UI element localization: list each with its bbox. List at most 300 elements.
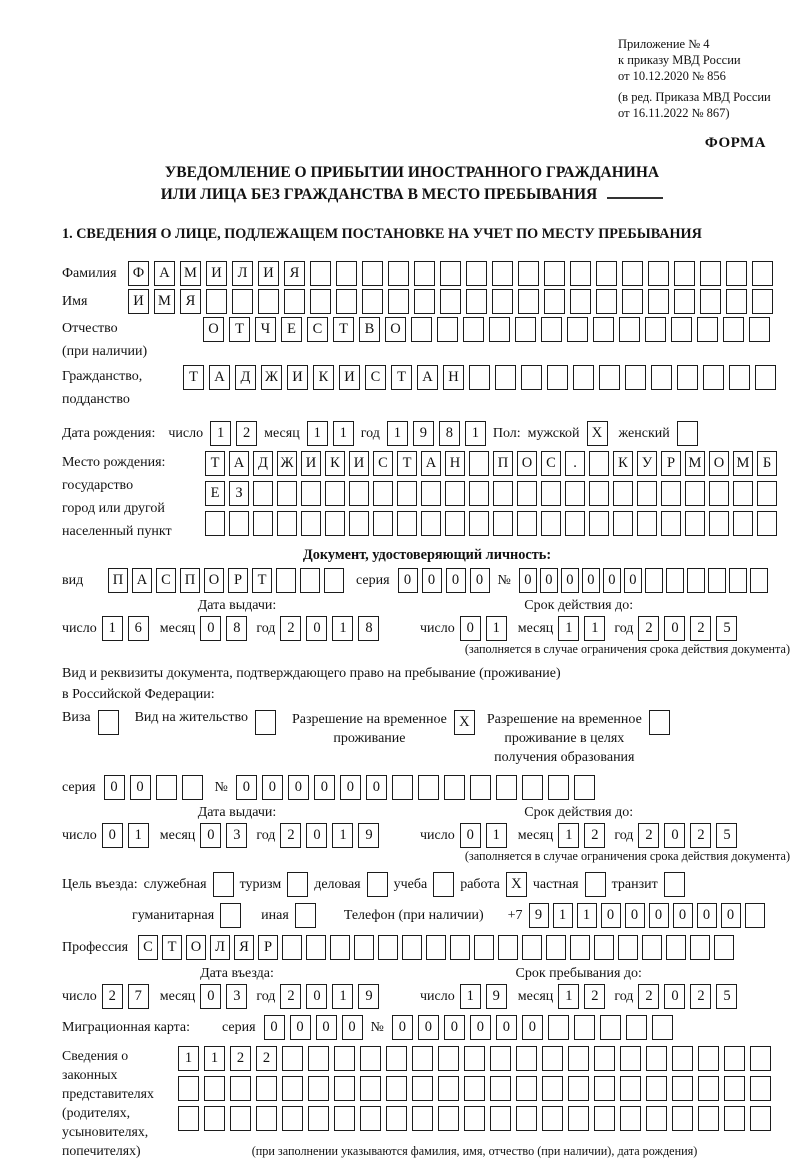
citizenship-label: Гражданство, подданство xyxy=(62,369,143,407)
purpose-option-label: служебная xyxy=(143,876,207,892)
char-cell: Ж xyxy=(277,451,297,476)
stay-doc-valid-month-field[interactable] xyxy=(558,823,605,848)
char-cell xyxy=(256,1076,277,1101)
char-cell xyxy=(589,511,609,536)
char-cell xyxy=(336,289,357,314)
char-cell xyxy=(700,289,721,314)
char-cell xyxy=(308,1106,329,1131)
char-cell xyxy=(325,481,345,506)
edu-residence-label: Разрешение на временное проживание в целях получения образования xyxy=(486,712,642,765)
char-cell: 0 xyxy=(316,1015,337,1040)
char-cell xyxy=(253,511,273,536)
purpose-option-label: деловая xyxy=(314,876,361,892)
doc-number-label: № xyxy=(497,572,511,588)
char-cell: А xyxy=(209,365,230,390)
char-cell: 0 xyxy=(446,568,466,593)
char-cell xyxy=(620,1046,641,1071)
purpose-work-checkbox[interactable]: X xyxy=(506,872,527,897)
char-cell xyxy=(362,261,383,286)
char-cell xyxy=(354,935,374,960)
char-cell: 1 xyxy=(102,616,123,641)
char-cell: М xyxy=(154,289,175,314)
phone-field[interactable] xyxy=(529,903,765,928)
stay-until-year-field[interactable] xyxy=(638,984,737,1009)
char-cell: 0 xyxy=(522,1015,543,1040)
char-cell xyxy=(301,511,321,536)
char-cell xyxy=(749,317,770,342)
char-cell xyxy=(308,1046,329,1071)
char-cell: П xyxy=(180,568,200,593)
char-cell xyxy=(493,481,513,506)
char-cell: М xyxy=(685,451,705,476)
char-cell xyxy=(542,1076,563,1101)
char-cell: 1 xyxy=(332,823,353,848)
stay-doc-valid-day-field[interactable] xyxy=(460,823,507,848)
purpose-business-checkbox[interactable] xyxy=(367,872,388,897)
doc-issue-year-field[interactable] xyxy=(280,616,379,641)
char-cell: 0 xyxy=(200,984,221,1009)
char-cell xyxy=(300,568,320,593)
char-cell xyxy=(541,481,561,506)
char-cell: 0 xyxy=(601,903,621,928)
char-cell xyxy=(646,1076,667,1101)
char-cell: Л xyxy=(232,261,253,286)
char-cell xyxy=(708,568,726,593)
char-cell xyxy=(282,1106,303,1131)
char-cell: О xyxy=(517,451,537,476)
char-cell: А xyxy=(132,568,152,593)
char-cell xyxy=(574,1015,595,1040)
char-cell xyxy=(570,289,591,314)
char-cell xyxy=(666,568,684,593)
temp-residence-checkbox[interactable]: X xyxy=(454,710,475,735)
char-cell: 0 xyxy=(496,1015,517,1040)
year-label: год xyxy=(256,988,276,1004)
char-cell: 6 xyxy=(128,616,149,641)
profession-label: Профессия xyxy=(62,939,129,955)
char-cell xyxy=(388,289,409,314)
char-cell xyxy=(493,511,513,536)
form-title-line1: УВЕДОМЛЕНИЕ О ПРИБЫТИИ ИНОСТРАННОГО ГРАЖДАНИНА xyxy=(164,164,660,181)
char-cell xyxy=(671,317,692,342)
residence-permit-label: Вид на жительство xyxy=(134,710,248,725)
char-cell xyxy=(301,481,321,506)
char-cell: М xyxy=(733,451,753,476)
char-cell: О xyxy=(186,935,206,960)
year-label: год xyxy=(614,827,634,843)
char-cell xyxy=(469,481,489,506)
char-cell: С xyxy=(373,451,393,476)
char-cell: Р xyxy=(228,568,248,593)
stay-doc-valid-year-field[interactable] xyxy=(638,823,737,848)
stay-doc-number-field[interactable] xyxy=(236,775,595,800)
char-cell xyxy=(518,261,539,286)
char-cell xyxy=(568,1106,589,1131)
migration-number-field[interactable] xyxy=(392,1015,673,1040)
char-cell xyxy=(438,1046,459,1071)
birth-month-label: месяц xyxy=(264,425,300,441)
representatives-row3-field[interactable] xyxy=(178,1106,771,1131)
char-cell: 9 xyxy=(358,823,379,848)
char-cell: 3 xyxy=(226,984,247,1009)
char-cell xyxy=(310,289,331,314)
char-cell xyxy=(594,1046,615,1071)
char-cell xyxy=(402,935,422,960)
char-cell: 7 xyxy=(128,984,149,1009)
edition-line: от 16.11.2022 № 867) xyxy=(618,106,730,120)
day-label: число xyxy=(420,988,455,1004)
birth-day-field[interactable] xyxy=(210,421,257,446)
char-cell: И xyxy=(287,365,308,390)
char-cell: О xyxy=(709,451,729,476)
char-cell xyxy=(470,775,491,800)
char-cell: 0 xyxy=(236,775,257,800)
char-cell xyxy=(729,568,747,593)
char-cell: 0 xyxy=(262,775,283,800)
doc-kind-field[interactable] xyxy=(108,568,344,593)
char-cell xyxy=(490,1076,511,1101)
char-cell: А xyxy=(229,451,249,476)
char-cell xyxy=(414,289,435,314)
char-cell xyxy=(620,1076,641,1101)
year-label: год xyxy=(614,988,634,1004)
char-cell: 2 xyxy=(690,984,711,1009)
char-cell xyxy=(755,365,776,390)
char-cell xyxy=(232,289,253,314)
appendix-note xyxy=(618,36,792,121)
char-cell xyxy=(685,511,705,536)
visa-checkbox[interactable] xyxy=(98,710,119,735)
char-cell: 0 xyxy=(625,903,645,928)
doc-validity-note: (заполняется в случае ограничения срока действия документа) xyxy=(464,642,790,656)
char-cell: 1 xyxy=(333,421,354,446)
char-cell xyxy=(253,481,273,506)
char-cell xyxy=(544,261,565,286)
char-cell xyxy=(600,1015,621,1040)
char-cell xyxy=(750,1046,771,1071)
day-label: число xyxy=(420,827,455,843)
char-cell xyxy=(277,481,297,506)
sex-male-checkbox[interactable]: X xyxy=(587,421,608,446)
char-cell xyxy=(412,1106,433,1131)
char-cell xyxy=(565,481,585,506)
char-cell: З xyxy=(229,481,249,506)
char-cell xyxy=(593,317,614,342)
stay-until-day-field[interactable] xyxy=(460,984,507,1009)
char-cell: 2 xyxy=(280,984,301,1009)
char-cell: К xyxy=(613,451,633,476)
char-cell xyxy=(687,568,705,593)
stay-doc-issue-year-field[interactable] xyxy=(280,823,379,848)
char-cell: 0 xyxy=(624,568,642,593)
char-cell xyxy=(733,511,753,536)
char-cell xyxy=(745,903,765,928)
char-cell xyxy=(282,1076,303,1101)
migration-series-field[interactable] xyxy=(264,1015,363,1040)
char-cell: И xyxy=(349,451,369,476)
char-cell xyxy=(547,365,568,390)
char-cell: 0 xyxy=(366,775,387,800)
char-cell: 1 xyxy=(486,823,507,848)
doc-issue-day-field[interactable] xyxy=(102,616,149,641)
doc-valid-day-field[interactable] xyxy=(460,616,507,641)
stay-doc-issue-day-field[interactable] xyxy=(102,823,149,848)
char-cell: 1 xyxy=(210,421,231,446)
char-cell xyxy=(596,261,617,286)
citizenship-field[interactable] xyxy=(183,365,776,390)
char-cell: 2 xyxy=(584,823,605,848)
char-cell: 0 xyxy=(444,1015,465,1040)
char-cell: 0 xyxy=(306,823,327,848)
char-cell xyxy=(156,775,177,800)
char-cell xyxy=(517,481,537,506)
purpose-official-checkbox[interactable] xyxy=(213,872,234,897)
given-name-field[interactable] xyxy=(128,289,773,314)
char-cell xyxy=(637,511,657,536)
stay-doc-issue-month-field[interactable] xyxy=(200,823,247,848)
char-cell xyxy=(256,1106,277,1131)
char-cell xyxy=(282,935,302,960)
char-cell xyxy=(750,1076,771,1101)
char-cell xyxy=(418,775,439,800)
char-cell: С xyxy=(365,365,386,390)
migration-card-label: Миграционная карта: xyxy=(62,1019,191,1035)
entry-month-field[interactable] xyxy=(200,984,247,1009)
doc-valid-year-field[interactable] xyxy=(638,616,737,641)
birth-place-row1-field[interactable] xyxy=(205,451,777,476)
representatives-note: (при заполнении указываются фамилия, имя, отчество (при наличии), дата рождения) xyxy=(251,1144,698,1158)
birth-place-row2-field[interactable] xyxy=(205,481,777,506)
char-cell xyxy=(378,935,398,960)
purpose-tourism-checkbox[interactable] xyxy=(287,872,308,897)
representatives-row2-field[interactable] xyxy=(178,1076,771,1101)
char-cell xyxy=(492,261,513,286)
char-cell xyxy=(637,481,657,506)
char-cell: 0 xyxy=(200,616,221,641)
char-cell xyxy=(421,481,441,506)
char-cell xyxy=(619,317,640,342)
char-cell: 0 xyxy=(460,616,481,641)
appendix-line: Приложение № 4 xyxy=(618,37,710,51)
char-cell xyxy=(437,317,458,342)
char-cell xyxy=(709,511,729,536)
birth-place-label: Место рождения: государство город или другой населенный пункт xyxy=(62,455,172,539)
appendix-line: к приказу МВД России xyxy=(618,53,741,67)
form-title-line2: ИЛИ ЛИЦА БЕЗ ГРАЖДАНСТВА В МЕСТО ПРЕБЫВАНИЯ xyxy=(160,186,598,203)
char-cell xyxy=(230,1106,251,1131)
char-cell: С xyxy=(307,317,328,342)
char-cell: Я xyxy=(284,261,305,286)
char-cell xyxy=(546,935,566,960)
char-cell: К xyxy=(325,451,345,476)
char-cell: 2 xyxy=(280,616,301,641)
char-cell xyxy=(661,511,681,536)
stay-until-month-field[interactable] xyxy=(558,984,605,1009)
char-cell: Е xyxy=(205,481,225,506)
char-cell: Н xyxy=(443,365,464,390)
char-cell: Я xyxy=(234,935,254,960)
char-cell xyxy=(490,1046,511,1071)
char-cell: 2 xyxy=(236,421,257,446)
char-cell: С xyxy=(541,451,561,476)
char-cell xyxy=(516,1046,537,1071)
char-cell: 0 xyxy=(519,568,537,593)
surname-field[interactable] xyxy=(128,261,773,286)
purpose-private-checkbox[interactable] xyxy=(585,872,606,897)
char-cell xyxy=(308,1076,329,1101)
char-cell: 3 xyxy=(226,823,247,848)
char-cell: 2 xyxy=(584,984,605,1009)
char-cell: Т xyxy=(183,365,204,390)
char-cell: 8 xyxy=(358,616,379,641)
stay-doc-intro-line1: Вид и реквизиты документа, подтверждающего право на пребывание (проживание) xyxy=(62,666,561,681)
char-cell: 1 xyxy=(332,616,353,641)
char-cell xyxy=(589,451,609,476)
entry-day-field[interactable] xyxy=(102,984,149,1009)
char-cell xyxy=(726,261,747,286)
char-cell xyxy=(516,1076,537,1101)
char-cell: 1 xyxy=(553,903,573,928)
char-cell: К xyxy=(313,365,334,390)
char-cell: Т xyxy=(205,451,225,476)
char-cell xyxy=(306,935,326,960)
identity-doc-heading: Документ, удостоверяющий личность: xyxy=(302,547,552,563)
doc-kind-label: вид xyxy=(62,572,84,588)
sex-male-label: мужской xyxy=(527,425,580,441)
purpose-option-label: учеба xyxy=(393,876,428,892)
char-cell: 0 xyxy=(540,568,558,593)
char-cell xyxy=(334,1076,355,1101)
char-cell: 1 xyxy=(387,421,408,446)
stay-doc-series-field[interactable] xyxy=(104,775,203,800)
char-cell xyxy=(672,1106,693,1131)
char-cell: В xyxy=(359,317,380,342)
patronymic-field[interactable] xyxy=(203,317,770,342)
phone-prefix: +7 xyxy=(507,907,523,923)
char-cell xyxy=(752,289,773,314)
given-name-label: Имя xyxy=(62,293,88,309)
char-cell xyxy=(362,289,383,314)
birth-place-row3-field[interactable] xyxy=(205,511,777,536)
char-cell xyxy=(230,1076,251,1101)
char-cell xyxy=(724,1046,745,1071)
char-cell: 2 xyxy=(638,823,659,848)
char-cell xyxy=(336,261,357,286)
char-cell xyxy=(386,1046,407,1071)
char-cell: Д xyxy=(253,451,273,476)
char-cell: Т xyxy=(397,451,417,476)
purpose-option-label: работа xyxy=(460,876,500,892)
representatives-label: Сведения о законных представителях (родителях, усыновителях, попечителях) xyxy=(62,1048,154,1158)
residence-permit-checkbox[interactable] xyxy=(255,710,276,735)
char-cell xyxy=(498,935,518,960)
char-cell xyxy=(388,261,409,286)
profession-field[interactable] xyxy=(138,935,734,960)
char-cell: И xyxy=(301,451,321,476)
doc-issue-month-field[interactable] xyxy=(200,616,247,641)
char-cell: 9 xyxy=(358,984,379,1009)
char-cell: 1 xyxy=(178,1046,199,1071)
char-cell xyxy=(594,1076,615,1101)
char-cell: 0 xyxy=(398,568,418,593)
char-cell: 2 xyxy=(256,1046,277,1071)
char-cell: Е xyxy=(281,317,302,342)
char-cell xyxy=(697,317,718,342)
doc-series-field[interactable] xyxy=(398,568,490,593)
purpose-study-checkbox[interactable] xyxy=(433,872,454,897)
char-cell xyxy=(596,289,617,314)
char-cell xyxy=(674,289,695,314)
birth-year-field[interactable] xyxy=(387,421,486,446)
char-cell xyxy=(548,1015,569,1040)
char-cell: 0 xyxy=(470,1015,491,1040)
char-cell xyxy=(646,1046,667,1071)
visa-label: Виза xyxy=(62,710,91,725)
char-cell: . xyxy=(565,451,585,476)
char-cell xyxy=(700,261,721,286)
char-cell xyxy=(373,481,393,506)
entry-year-field[interactable] xyxy=(280,984,379,1009)
char-cell: 0 xyxy=(561,568,579,593)
birth-day-label: число xyxy=(168,425,204,441)
day-label: число xyxy=(62,827,97,843)
char-cell xyxy=(386,1076,407,1101)
char-cell: 2 xyxy=(230,1046,251,1071)
char-cell xyxy=(685,481,705,506)
char-cell: 1 xyxy=(332,984,353,1009)
char-cell: 0 xyxy=(290,1015,311,1040)
char-cell: 0 xyxy=(104,775,125,800)
char-cell xyxy=(392,775,413,800)
representatives-row1-field[interactable] xyxy=(178,1046,771,1071)
char-cell xyxy=(648,289,669,314)
sex-female-checkbox[interactable] xyxy=(677,421,698,446)
char-cell: 0 xyxy=(664,984,685,1009)
char-cell xyxy=(594,935,614,960)
char-cell xyxy=(648,261,669,286)
char-cell xyxy=(412,1046,433,1071)
char-cell xyxy=(495,365,516,390)
char-cell xyxy=(690,935,710,960)
char-cell xyxy=(330,935,350,960)
char-cell xyxy=(750,568,768,593)
purpose-humanitarian-checkbox[interactable] xyxy=(220,903,241,928)
char-cell xyxy=(541,317,562,342)
char-cell: Ж xyxy=(261,365,282,390)
char-cell xyxy=(642,935,662,960)
char-cell xyxy=(726,289,747,314)
char-cell xyxy=(325,511,345,536)
char-cell xyxy=(445,511,465,536)
char-cell xyxy=(178,1076,199,1101)
purpose-transit-checkbox[interactable] xyxy=(664,872,685,897)
purpose-other-checkbox[interactable] xyxy=(295,903,316,928)
char-cell xyxy=(282,1046,303,1071)
char-cell xyxy=(464,1046,485,1071)
char-cell xyxy=(570,935,590,960)
doc-number-field[interactable] xyxy=(519,568,768,593)
doc-valid-month-field[interactable] xyxy=(558,616,605,641)
char-cell: П xyxy=(493,451,513,476)
edu-residence-checkbox[interactable] xyxy=(649,710,670,735)
char-cell: 0 xyxy=(664,823,685,848)
purpose-option-label: гуманитарная xyxy=(132,907,215,923)
char-cell: 0 xyxy=(102,823,123,848)
char-cell: 0 xyxy=(721,903,741,928)
purpose-option-label: туризм xyxy=(239,876,282,892)
char-cell: У xyxy=(637,451,657,476)
birth-month-field[interactable] xyxy=(307,421,354,446)
